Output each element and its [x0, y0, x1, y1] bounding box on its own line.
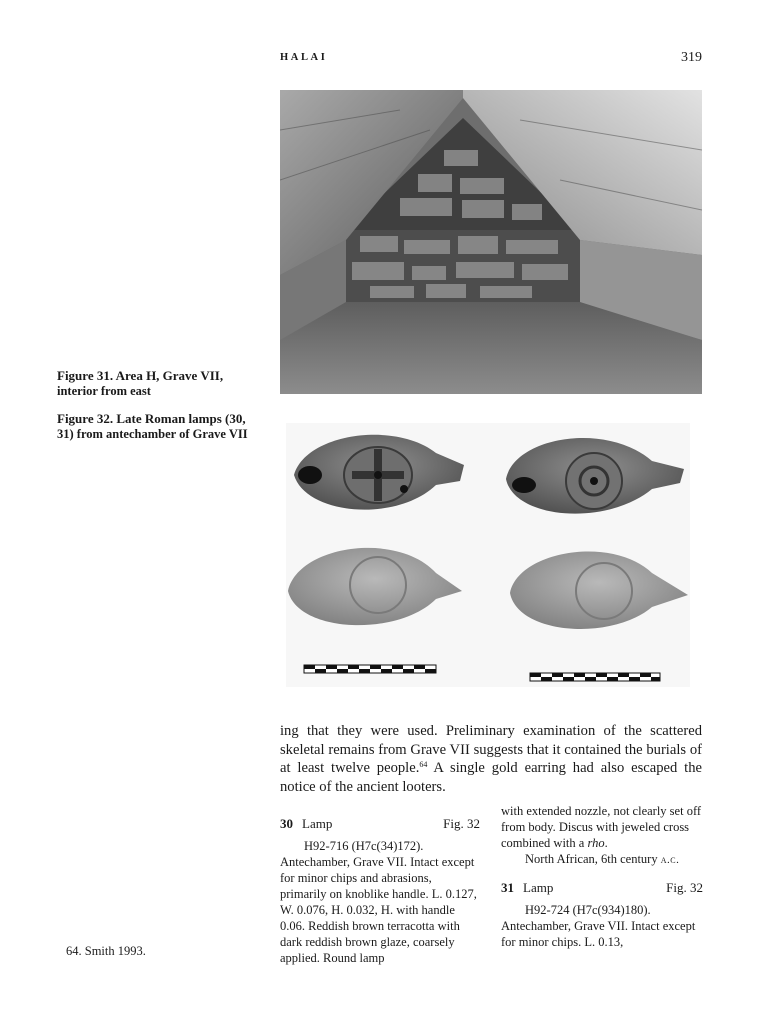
figure-31-photo — [280, 90, 702, 394]
lamp-31-base — [510, 552, 688, 629]
grave-interior-image — [280, 90, 702, 394]
footnote-reference[interactable]: 64 — [419, 760, 428, 770]
italic-term: rho — [587, 836, 605, 850]
catalog-name: Lamp — [302, 816, 333, 831]
catalog-description: Antechamber, Grave VII. Intact except for minor chips. L. 0.13, — [501, 919, 696, 949]
figure-32-caption — [57, 411, 257, 442]
lamp-30-base — [288, 548, 462, 625]
figure-reference[interactable]: Fig. 32 — [666, 880, 703, 895]
body-paragraph — [280, 722, 702, 796]
lamp-30-top — [294, 435, 464, 510]
catalog-column-left — [280, 816, 480, 966]
era-text: a.c. — [660, 854, 680, 866]
catalog-description: Antechamber, Grave VII. Intact except for minor chips and abrasions, primarily on knoblike handle. L. 0.127, W. 0.076, H. 0.032, H. with handle 0.06. Reddish brown terracotta with dark reddish brown glaze, coarsely applied. Round lamp — [280, 855, 477, 965]
description-text: . — [604, 836, 608, 850]
caption-subtitle: interior from east — [57, 383, 151, 398]
figure-reference[interactable]: Fig. 32 — [443, 816, 480, 831]
caption-title: Figure 31. Area H, Grave VII, — [57, 368, 224, 383]
inventory-number: H92-716 (H7c(34)172). — [304, 839, 424, 853]
running-head: HALAI — [280, 52, 328, 63]
catalog-name: Lamp — [523, 880, 554, 895]
scale-bar-left — [304, 665, 436, 673]
lamp-31-top — [506, 438, 684, 514]
catalog-heading-31 — [501, 880, 703, 896]
lamps-image — [286, 423, 690, 687]
figure-captions — [57, 368, 257, 454]
description-text: with extended nozzle, not clearly set off from body. Discus with jeweled cross combined with a — [501, 804, 702, 850]
catalog-number: 31 — [501, 880, 514, 895]
figure-31-caption — [57, 368, 257, 399]
caption-subtitle: 31) from antechamber of Grave VII — [57, 426, 248, 441]
paragraph-text: A single gold earring had also escaped the notice of the ancient looters. — [280, 760, 703, 795]
page-number: 319 — [681, 50, 702, 65]
footnote: 64. Smith 1993. — [66, 944, 146, 958]
caption-title: Figure 32. Late Roman lamps (30, — [57, 411, 246, 426]
scale-bar-right — [530, 673, 660, 681]
inventory-number: H92-724 (H7c(934)180). — [525, 903, 651, 917]
catalog-description-continued — [501, 803, 703, 851]
catalog-column-right — [501, 803, 703, 950]
catalog-number: 30 — [280, 816, 293, 831]
date-text: North African, 6th century — [525, 852, 661, 866]
figure-32-photo — [286, 423, 690, 687]
paragraph-text: ing that they were used. Preliminary examination of the scattered skeletal remains from Grave VII suggests that it contained the burials of at least twelve people. — [280, 723, 702, 777]
catalog-date — [501, 851, 703, 868]
catalog-heading-30 — [280, 816, 480, 832]
